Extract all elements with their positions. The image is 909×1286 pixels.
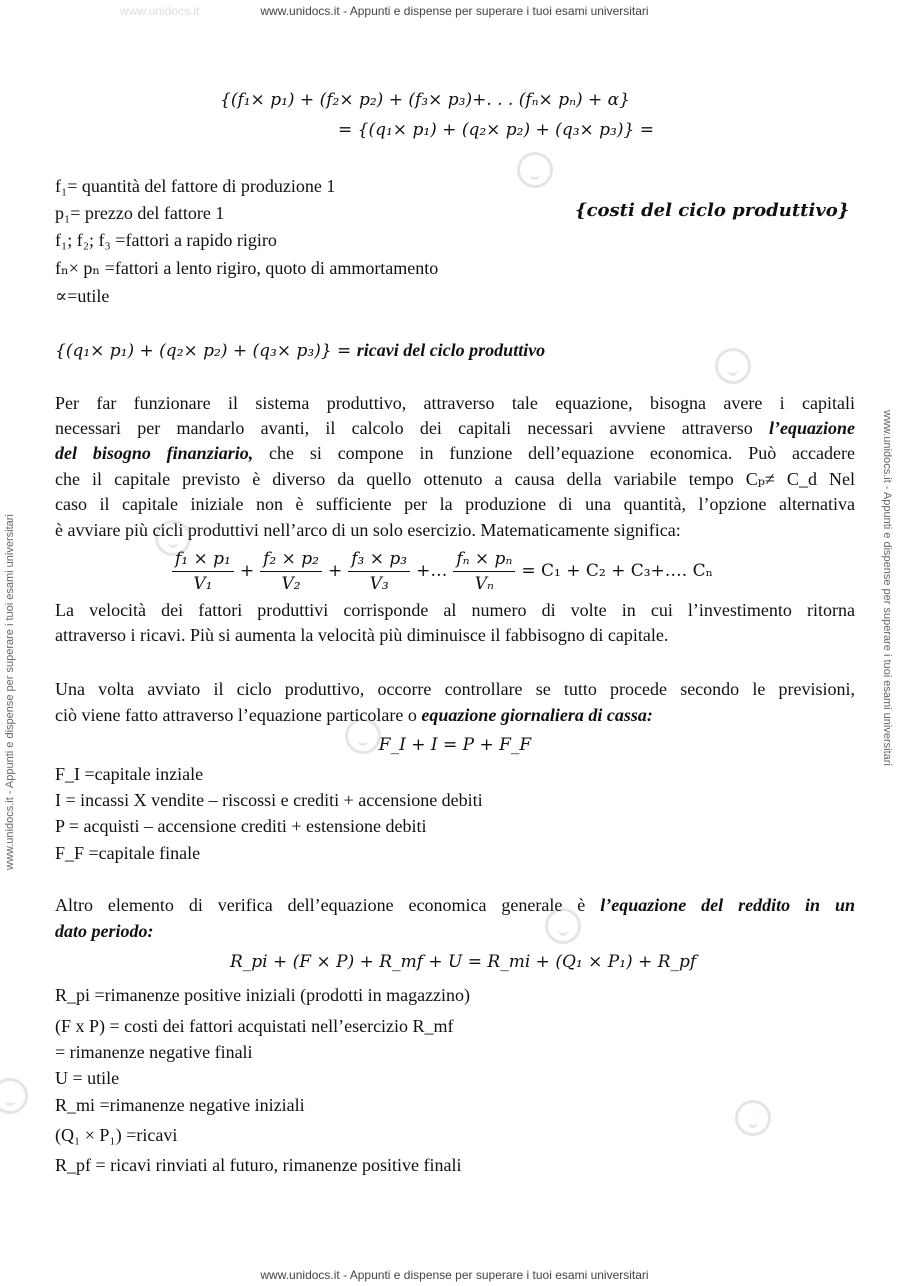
definition-line: P = acquisti – accensione crediti + estensione debiti: [55, 816, 427, 836]
emphasis-text: l’equazione: [768, 418, 855, 438]
definition-line: f₁; f₂; f₃ =fattori a rapido rigiro: [55, 230, 277, 250]
watermark-bottom: www.unidocs.it - Appunti e dispense per superare i tuoi esami universitari: [260, 1268, 649, 1282]
paragraph-line: [55, 703, 855, 727]
text-span: ciò viene fatto attraverso l’equazione particolare o: [55, 705, 422, 725]
ellipsis-operator: +…: [416, 561, 448, 581]
text-span: Altro elemento di verifica dell’equazione economica generale è: [55, 895, 601, 915]
emphasis-text: l’equazione del reddito in un: [600, 895, 855, 915]
definition-line: ∝=utile: [55, 286, 110, 306]
text-span: necessari per mandarlo avanti, il calcolo dei capitali necessari avviene attraverso: [55, 418, 769, 438]
fraction-equation: $\frac{\text{f₁ × p₁}}{\text{V₁}}$ + $\frac{\text{f₂ × p₂}}{\text{V₂}}$ + $\frac{\text{f₃ × p₃}}{\text{V₃}}$ +… $\frac{\text{fₙ × pₙ}}{\text{Vₙ}}$ = C₁ + C₂ + C₃+…. Cₙ: [170, 543, 717, 599]
paragraph-line: caso il capitale iniziale non è sufficiente per la produzione di una quantità, l’opzione alternativa: [55, 494, 855, 514]
fraction: [172, 547, 234, 596]
paragraph-line: Una volta avviato il ciclo produttivo, occorre controllare se tutto procede secondo le previsioni,: [55, 679, 855, 699]
definition-line: = rimanenze negative finali: [55, 1042, 253, 1062]
emphasis-text: del bisogno finanziario,: [55, 443, 254, 463]
emphasis-text: equazione giornaliera di cassa:: [421, 705, 653, 725]
definition-line: I = incassi X vendite – riscossi e crediti + accensione debiti: [55, 790, 483, 810]
fraction-numerator: f₁ × p₁: [172, 547, 234, 572]
definition-line: p₁= prezzo del fattore 1: [55, 203, 225, 223]
costi-label: {costi del ciclo produttivo}: [575, 200, 850, 221]
fraction: [453, 547, 515, 596]
unidocs-logo-icon: [0, 1078, 28, 1114]
ricavi-line: [55, 338, 855, 363]
watermark-left: www.unidocs.it - Appunti e dispense per superare i tuoi esami universitari: [4, 514, 16, 870]
paragraph-line: [55, 893, 855, 917]
fraction-denominator: V₂: [281, 573, 301, 594]
definition-line: R_pi =rimanenze positive iniziali (prodotti in magazzino): [55, 985, 471, 1005]
fraction-numerator: f₂ × p₂: [260, 547, 322, 572]
definition-line: R_mi =rimanenze negative iniziali: [55, 1095, 305, 1115]
paragraph-line: che il capitale previsto è diverso da quello ottenuto a causa della variabile tempo Cₚ≠ C_d Nel: [55, 469, 855, 489]
definition-line: (Q₁ × P₁) =ricavi: [55, 1125, 178, 1145]
ricavi-label: ricavi del ciclo produttivo: [356, 340, 546, 360]
fraction-numerator: fₙ × pₙ: [453, 547, 515, 572]
fraction-denominator: V₁: [193, 573, 213, 594]
watermark-faint-site: www.unidocs.it: [120, 4, 200, 18]
fraction: [260, 547, 322, 596]
paragraph-line: [55, 441, 855, 465]
definition-line: F_I =capitale inziale: [55, 764, 204, 784]
fraction-numerator: f₃ × p₃: [348, 547, 410, 572]
paragraph-line: attraverso i ricavi. Più si aumenta la velocità più diminuisce il fabbisogno di capitale.: [55, 625, 669, 645]
fraction-denominator: V₃: [369, 573, 389, 594]
paragraph-line: dato periodo:: [55, 921, 154, 941]
formula-cassa: F_I + I = P + F_F: [378, 735, 532, 755]
definition-line: F_F =capitale finale: [55, 843, 201, 863]
definition-line: fₙ× pₙ =fattori a lento rigiro, quoto di ammortamento: [55, 258, 439, 278]
watermark-right: www.unidocs.it - Appunti e dispense per superare i tuoi esami universitari: [881, 410, 893, 766]
watermark-top: www.unidocs.it - Appunti e dispense per superare i tuoi esami universitari: [260, 4, 649, 18]
paragraph-line: è avviare più cicli produttivi nell’arco di un solo esercizio. Matematicamente significa:: [55, 520, 681, 540]
ricavi-formula: {(q₁× p₁) + (q₂× p₂) + (q₃× p₃)} =: [55, 341, 357, 361]
definition-line: U = utile: [55, 1068, 120, 1088]
fraction-denominator: Vₙ: [474, 573, 494, 594]
paragraph-line: La velocità dei fattori produttivi corrisponde al numero di volte in cui l’investimento ritorna: [55, 600, 855, 620]
formula-top-line2: = {(q₁× p₁) + (q₂× p₂) + (q₃× p₃)} =: [338, 120, 654, 140]
formula-top-line1: {(f₁× p₁) + (f₂× p₂) + (f₃× p₃)+. . . (fₙ× pₙ) + α}: [220, 90, 630, 110]
definition-line: (F x P) = costi dei fattori acquistati nell’esercizio R_mf: [55, 1016, 454, 1036]
paragraph-line: [55, 416, 855, 440]
definition-line: f₁= quantità del fattore di produzione 1: [55, 176, 336, 196]
fraction-rhs: = C₁ + C₂ + C₃+…. Cₙ: [521, 561, 713, 581]
text-span: che si compone in funzione dell’equazione economica. Può accadere: [253, 443, 855, 463]
definition-line: R_pf = ricavi rinviati al futuro, rimanenze positive finali: [55, 1155, 462, 1175]
formula-reddito: R_pi + (F × P) + R_mf + U = R_mi + (Q₁ × P₁) + R_pf: [230, 952, 697, 972]
fraction: [348, 547, 410, 596]
paragraph-line: Per far funzionare il sistema produttivo, attraverso tale equazione, bisogna avere i capitali: [55, 393, 855, 413]
